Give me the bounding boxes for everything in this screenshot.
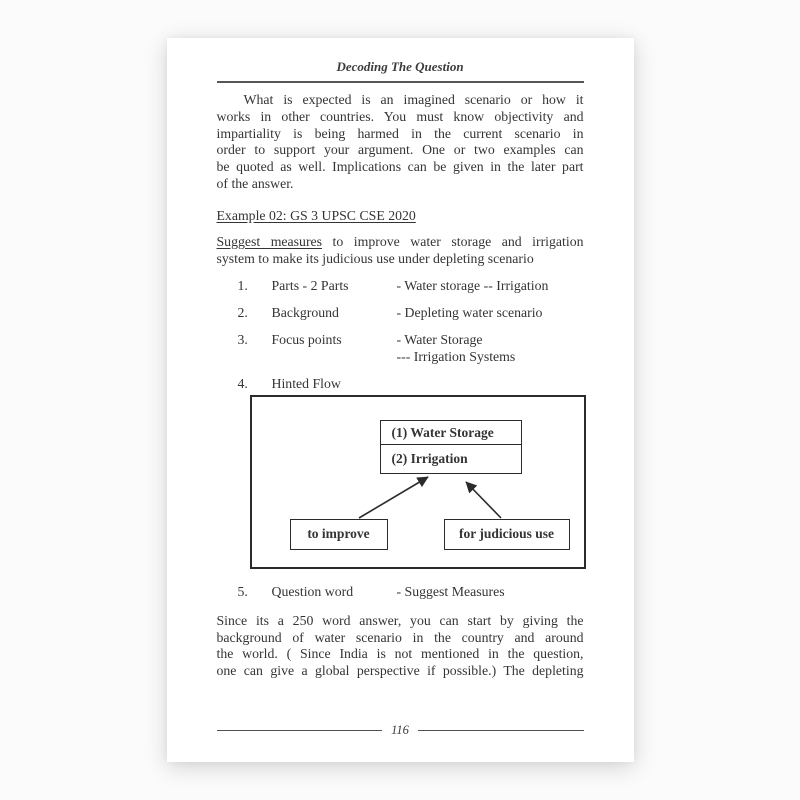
footer-rule-left — [217, 730, 383, 731]
question-line-1 — [217, 234, 584, 251]
list-item-question-word — [238, 584, 584, 601]
question-line-1-rest: to improve water storage and irrigation — [322, 233, 584, 249]
text-line: background of water scenario in the country and around — [216, 629, 584, 645]
water-storage-irrigation-box — [380, 420, 522, 474]
list-value-line-1: - Water Storage — [396, 332, 483, 348]
list-label: Hinted Flow — [271, 375, 341, 391]
to-improve-box: to improve — [290, 519, 388, 550]
list-number: 5. — [237, 584, 248, 600]
list-label: Background — [271, 305, 339, 321]
list-number: 1. — [237, 278, 248, 294]
text-line: order to support your argument. One or two examples can — [216, 142, 584, 158]
list-item-parts — [238, 278, 584, 295]
list-label: Question word — [271, 584, 354, 600]
text-line: one can give a global perspective if possible.) The depleting — [216, 663, 584, 679]
page-header — [217, 58, 584, 83]
intro-paragraph — [217, 92, 584, 193]
closing-paragraph — [217, 613, 584, 680]
hinted-flow-diagram — [250, 395, 586, 569]
list-label: Parts - 2 Parts — [271, 278, 349, 294]
list-number: 3. — [237, 332, 248, 348]
page-footer — [217, 723, 584, 738]
list-item-hinted-flow — [238, 376, 584, 393]
irrigation-cell: (2) Irrigation — [391, 451, 468, 467]
list-value: - Depleting water scenario — [396, 305, 543, 321]
list-item-background — [238, 305, 584, 322]
water-storage-cell: (1) Water Storage — [381, 421, 521, 445]
text-line: be quoted as well. Implications can be given in the later part — [216, 159, 584, 175]
footer-rule-right — [418, 730, 584, 731]
text-line: works in other countries. You must know objectivity and — [216, 108, 584, 124]
example-heading: Example 02: GS 3 UPSC CSE 2020 — [216, 207, 416, 223]
text-line: the world. ( Since India is not mentioned in the question, — [216, 646, 584, 662]
list-value — [397, 376, 584, 393]
decoding-list — [217, 278, 584, 392]
list-value-line-2: --- Irrigation Systems — [396, 348, 516, 364]
text-line: of the answer. — [216, 175, 294, 191]
question-keyword: Suggest measures — [216, 233, 323, 249]
book-page — [167, 38, 634, 762]
running-title: Decoding The Question — [336, 59, 464, 74]
list-label: Focus points — [271, 332, 342, 348]
list-value — [397, 332, 584, 365]
page-number: 116 — [391, 723, 409, 737]
for-judicious-use-box: for judicious use — [444, 519, 570, 550]
question-text — [217, 234, 584, 268]
text-line: impartiality is being harmed in the current scenario in — [216, 125, 584, 141]
list-item-focus-points — [238, 332, 584, 365]
text-line: Since its a 250 word answer, you can start by giving the — [216, 612, 584, 628]
list-value: - Suggest Measures — [396, 584, 505, 600]
arrow-to-improve — [359, 477, 428, 518]
text-line: What is expected is an imagined scenario or how it — [243, 92, 584, 107]
list-value: - Water storage -- Irrigation — [396, 278, 549, 294]
question-line-2: system to make its judicious use under depleting scenario — [216, 250, 534, 266]
arrow-for-judicious-use — [466, 482, 501, 518]
list-number: 2. — [237, 305, 248, 321]
list-number: 4. — [237, 375, 248, 391]
